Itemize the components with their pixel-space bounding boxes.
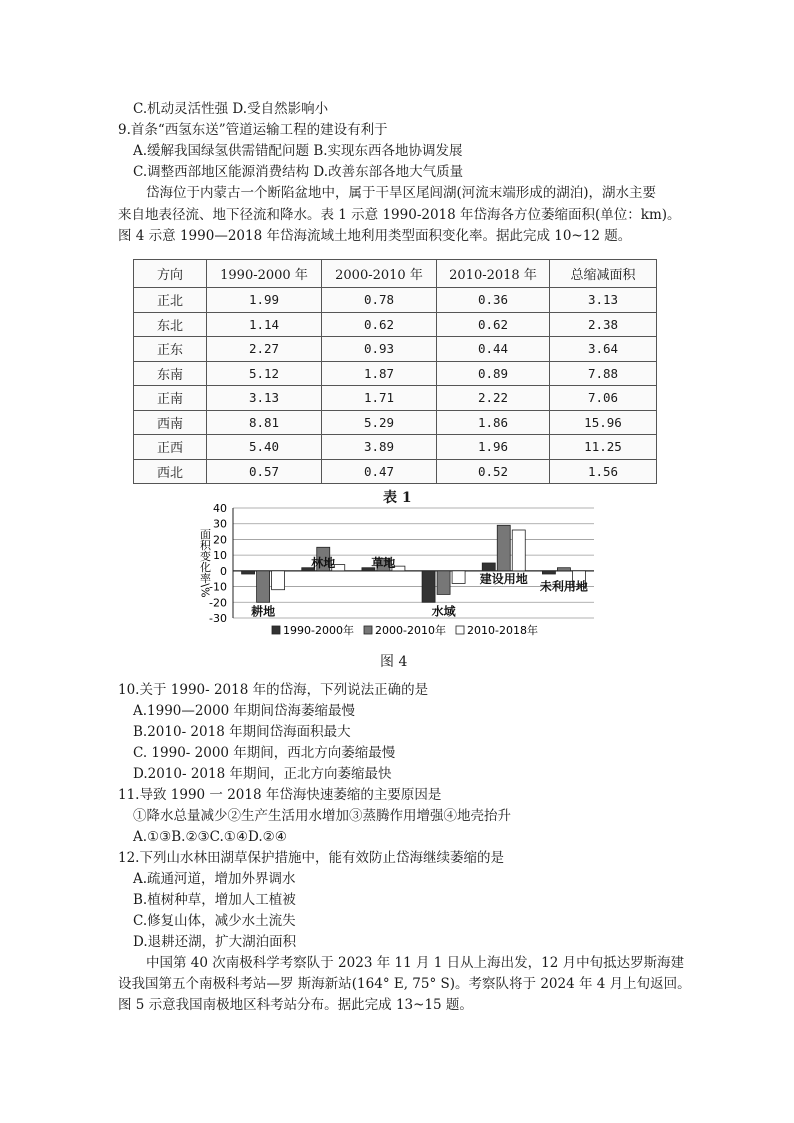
category-label: 耕地 [251, 604, 276, 619]
value-cell: 1.14 [207, 312, 322, 337]
passage-line: 设我国第五个南极科考站—罗 斯海新站(164° E, 75° S)。考察队将于 2024 年 4 月上旬返回。 [118, 976, 691, 992]
direction-cell: 正东 [134, 337, 207, 362]
direction-cell: 东南 [134, 361, 207, 386]
value-cell: 7.88 [550, 361, 657, 386]
bar [452, 571, 465, 584]
y-tick-label: -20 [209, 596, 227, 610]
bar [257, 571, 270, 602]
y-tick-label: -30 [209, 612, 227, 625]
passage-line: 图 4 示意 1990—2018 年岱海流域土地利用类型面积变化率。据此完成 10~12 题。 [118, 228, 632, 244]
category-label: 未利用地 [539, 579, 588, 594]
value-cell: 1.56 [550, 459, 657, 484]
value-cell: 3.89 [322, 435, 437, 460]
table-header-row [134, 260, 657, 288]
y-tick-label: -10 [209, 580, 227, 594]
bar [272, 571, 285, 590]
option-line: ①降水总量减少②生产生活用水增加③蒸腾作用增强④地壳抬升 [133, 808, 511, 824]
bar [512, 530, 525, 571]
table-row [134, 459, 657, 484]
category-label: 草地 [371, 555, 396, 570]
bar [437, 571, 450, 595]
value-cell: 1.71 [322, 386, 437, 411]
value-cell: 0.47 [322, 459, 437, 484]
value-cell: 5.29 [322, 410, 437, 435]
value-cell: 2.38 [550, 312, 657, 337]
bar [557, 568, 570, 571]
table-row [134, 337, 657, 362]
bar [497, 525, 510, 571]
direction-cell: 西北 [134, 459, 207, 484]
option-line: B.2010- 2018 年期间岱海面积最大 [133, 724, 351, 740]
table-1 [133, 259, 657, 484]
passage-line: 来自地表径流、地下径流和降水。表 1 示意 1990-2018 年岱海各方位萎缩面积(单位：km)。 [118, 207, 681, 223]
option-line: C.调整西部地区能源消费结构 D.改善东部各地大气质量 [133, 164, 464, 180]
bar [542, 571, 555, 574]
col-header: 总缩减面积 [550, 260, 657, 288]
table-caption: 表 1 [383, 490, 412, 506]
value-cell: 11.25 [550, 435, 657, 460]
value-cell: 0.78 [322, 288, 437, 313]
value-cell: 1.96 [437, 435, 550, 460]
question-9: 9.首条“西氢东送”管道运输工程的建设有利于 [118, 122, 388, 138]
question-10: 10.关于 1990- 2018 年的岱海，下列说法正确的是 [118, 682, 429, 698]
table-row [134, 288, 657, 313]
value-cell: 0.44 [437, 337, 550, 362]
direction-cell: 西南 [134, 410, 207, 435]
table-row [134, 361, 657, 386]
category-label: 建设用地 [479, 571, 528, 586]
legend-swatch [364, 626, 372, 634]
direction-cell: 东北 [134, 312, 207, 337]
value-cell: 15.96 [550, 410, 657, 435]
passage-line: 岱海位于内蒙古一个断陷盆地中，属于干旱区尾闾湖(河流末端形成的湖泊)，湖水主要 [146, 185, 657, 201]
y-tick-label: 20 [213, 533, 227, 547]
col-header: 2000-2010 年 [322, 260, 437, 288]
col-header: 1990-2000 年 [207, 260, 322, 288]
passage-line: 图 5 示意我国南极地区科考站分布。据此完成 13~15 题。 [118, 997, 473, 1013]
question-11: 11.导致 1990 一 2018 年岱海快速萎缩的主要原因是 [118, 787, 442, 803]
option-line: A.1990—2000 年期间岱海萎缩最慢 [133, 703, 356, 719]
legend-label: 2000-2010年 [375, 624, 446, 637]
direction-cell: 正南 [134, 386, 207, 411]
value-cell: 0.52 [437, 459, 550, 484]
y-tick-label: 40 [213, 502, 227, 515]
option-line: C.修复山体，减少水土流失 [133, 913, 296, 929]
col-header: 方向 [134, 260, 207, 288]
option-line: D.退耕还湖，扩大湖泊面积 [133, 934, 297, 950]
value-cell: 3.13 [550, 288, 657, 313]
value-cell: 0.62 [437, 312, 550, 337]
bar [242, 571, 255, 574]
table-row [134, 386, 657, 411]
question-12: 12.下列山水林田湖草保护措施中，能有效防止岱海继续萎缩的是 [118, 850, 504, 866]
direction-cell: 正西 [134, 435, 207, 460]
value-cell: 2.27 [207, 337, 322, 362]
option-line: A.①③B.②③C.①④D.②④ [133, 829, 287, 845]
y-axis-label: 面积变化率\% [198, 528, 212, 598]
value-cell: 5.12 [207, 361, 322, 386]
value-cell: 3.64 [550, 337, 657, 362]
col-header: 2010-2018 年 [437, 260, 550, 288]
option-line: A.疏通河道，增加外界调水 [133, 871, 296, 887]
value-cell: 1.86 [437, 410, 550, 435]
value-cell: 8.81 [207, 410, 322, 435]
table-row [134, 410, 657, 435]
legend-swatch [272, 626, 280, 634]
y-tick-label: 0 [220, 564, 227, 578]
value-cell: 1.87 [322, 361, 437, 386]
passage-line: 中国第 40 次南极科学考察队于 2023 年 11 月 1 日从上海出发，12 月中旬抵达罗斯海建 [146, 955, 685, 971]
legend-swatch [456, 626, 464, 634]
option-line: C.机动灵活性强 D.受自然影响小 [133, 101, 329, 117]
y-tick-label: 10 [213, 549, 227, 563]
option-line: C. 1990- 2000 年期间，西北方向萎缩最慢 [133, 745, 396, 761]
legend-label: 2010-2018年 [467, 624, 538, 637]
value-cell: 1.99 [207, 288, 322, 313]
y-tick-label: 30 [213, 517, 227, 531]
value-cell: 0.89 [437, 361, 550, 386]
table-row [134, 435, 657, 460]
value-cell: 5.40 [207, 435, 322, 460]
bar [422, 571, 435, 602]
option-line: D.2010- 2018 年期间，正北方向萎缩最快 [133, 766, 392, 782]
value-cell: 0.93 [322, 337, 437, 362]
category-label: 水域 [431, 604, 456, 619]
bar [482, 563, 495, 571]
figure-caption: 图 4 [380, 654, 408, 670]
direction-cell: 正北 [134, 288, 207, 313]
value-cell: 0.36 [437, 288, 550, 313]
option-line: A.缓解我国绿氢供需错配问题 B.实现东西各地协调发展 [133, 143, 463, 159]
value-cell: 0.62 [322, 312, 437, 337]
legend-label: 1990-2000年 [283, 624, 354, 637]
value-cell: 2.22 [437, 386, 550, 411]
table-row [134, 312, 657, 337]
option-line: B.植树种草，增加人工植被 [133, 892, 296, 908]
value-cell: 3.13 [207, 386, 322, 411]
category-label: 林地 [311, 555, 336, 570]
value-cell: 0.57 [207, 459, 322, 484]
value-cell: 7.06 [550, 386, 657, 411]
